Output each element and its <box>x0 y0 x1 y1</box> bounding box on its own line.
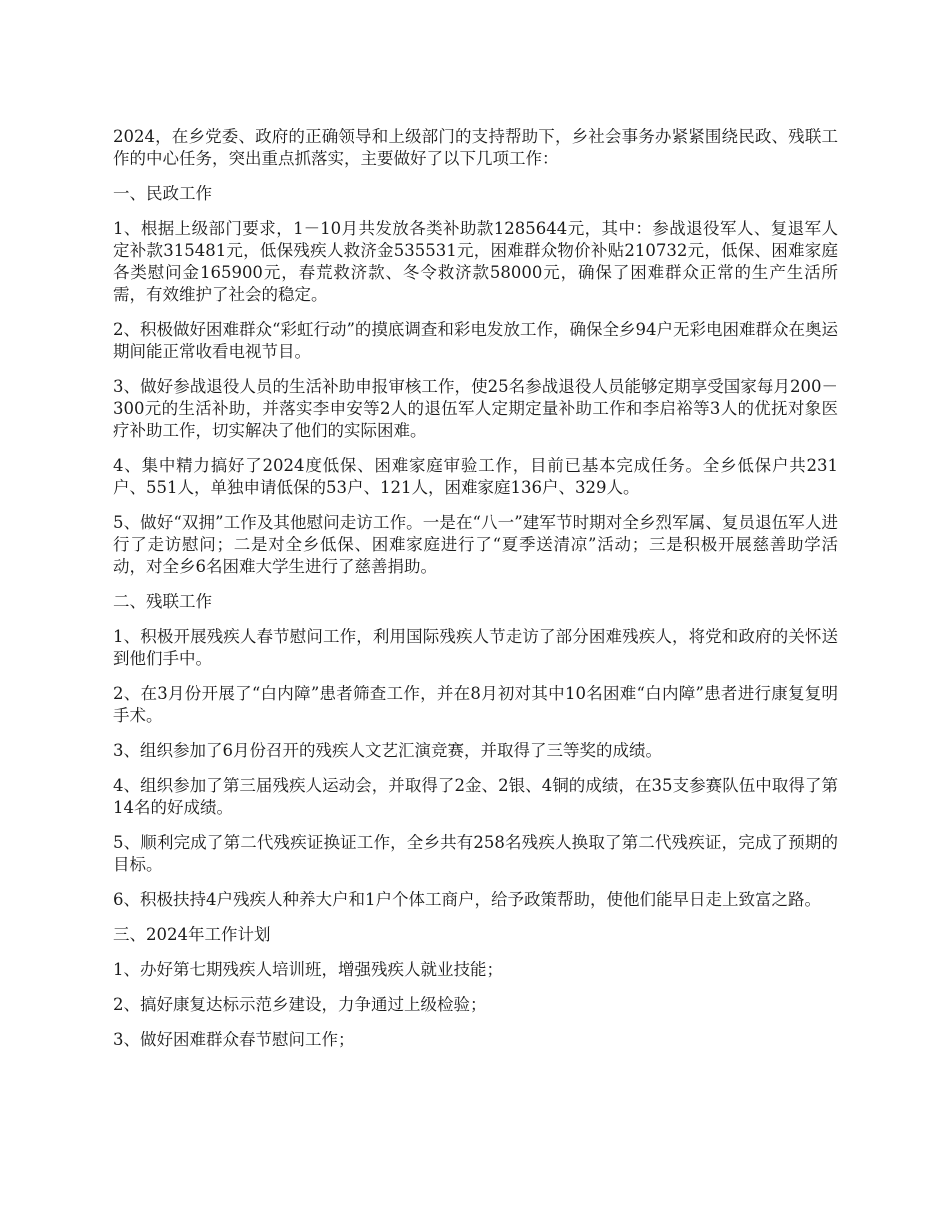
paragraph: 2、积极做好困难群众“彩虹行动”的摸底调查和彩电发放工作，确保全乡94户无彩电困难群众在奥运期间能正常收看电视节目。 <box>113 320 838 361</box>
document-body <box>113 126 838 1064</box>
paragraph: 2、在3月份开展了“白内障”患者筛查工作，并在8月初对其中10名困难“白内障”患者进行康复复明手术。 <box>113 684 838 725</box>
paragraph: 1、积极开展残疾人春节慰问工作，利用国际残疾人节走访了部分困难残疾人，将党和政府的关怀送到他们手中。 <box>113 627 838 668</box>
paragraph: 3、组织参加了6月份召开的残疾人文艺汇演竞赛，并取得了三等奖的成绩。 <box>113 741 662 760</box>
section-heading-work-plan: 三、2024年工作计划 <box>113 925 271 944</box>
section-heading-disabled-federation: 二、残联工作 <box>113 592 212 611</box>
paragraph: 1、办好第七期残疾人培训班，增强残疾人就业技能； <box>113 960 503 979</box>
paragraph: 6、积极扶持4户残疾人种养大户和1户个体工商户，给予政策帮助，使他们能早日走上致富之路。 <box>113 890 821 909</box>
paragraph: 4、组织参加了第三届残疾人运动会，并取得了2金、2银、4铜的成绩，在35支参赛队伍中取得了第14名的好成绩。 <box>113 776 838 817</box>
paragraph: 3、做好困难群众春节慰问工作； <box>113 1030 355 1049</box>
paragraph: 3、做好参战退役人员的生活补助申报审核工作，使25名参战退役人员能够定期享受国家每月200－300元的生活补助，并落实李申安等2人的退伍军人定期定量补助工作和李启裕等3人的优抚对象医疗补助工作，切实解决了他们的实际困难。 <box>113 377 838 440</box>
paragraph: 4、集中精力搞好了2024度低保、困难家庭审验工作，目前已基本完成任务。全乡低保户共231户、551人，单独申请低保的53户、121人，困难家庭136户、329人。 <box>113 456 838 497</box>
paragraph: 2、搞好康复达标示范乡建设，力争通过上级检验； <box>113 995 487 1014</box>
paragraph: 1、根据上级部门要求，1－10月共发放各类补助款1285644元，其中：参战退役军人、复退军人定补款315481元，低保残疾人救济金535531元，困难群众物价补贴210732元，低保、困难家庭各类慰问金165900元，春荒救济款、冬令救济款58000元，确保了困难群众正常的生产生活所需，有效维护了社会的稳定。 <box>113 219 838 304</box>
intro-paragraph: 2024，在乡党委、政府的正确领导和上级部门的支持帮助下，乡社会事务办紧紧围绕民政、残联工作的中心任务，突出重点抓落实，主要做好了以下几项工作： <box>113 127 838 168</box>
section-heading-civil-affairs: 一、民政工作 <box>113 184 212 203</box>
paragraph: 5、顺利完成了第二代残疾证换证工作，全乡共有258名残疾人换取了第二代残疾证，完成了预期的目标。 <box>113 833 838 874</box>
paragraph: 5、做好“双拥”工作及其他慰问走访工作。一是在“八一”建军节时期对全乡烈军属、复员退伍军人进行了走访慰问；二是对全乡低保、困难家庭进行了“夏季送清凉”活动；三是积极开展慈善助学活动，对全乡6名困难大学生进行了慈善捐助。 <box>113 513 838 576</box>
